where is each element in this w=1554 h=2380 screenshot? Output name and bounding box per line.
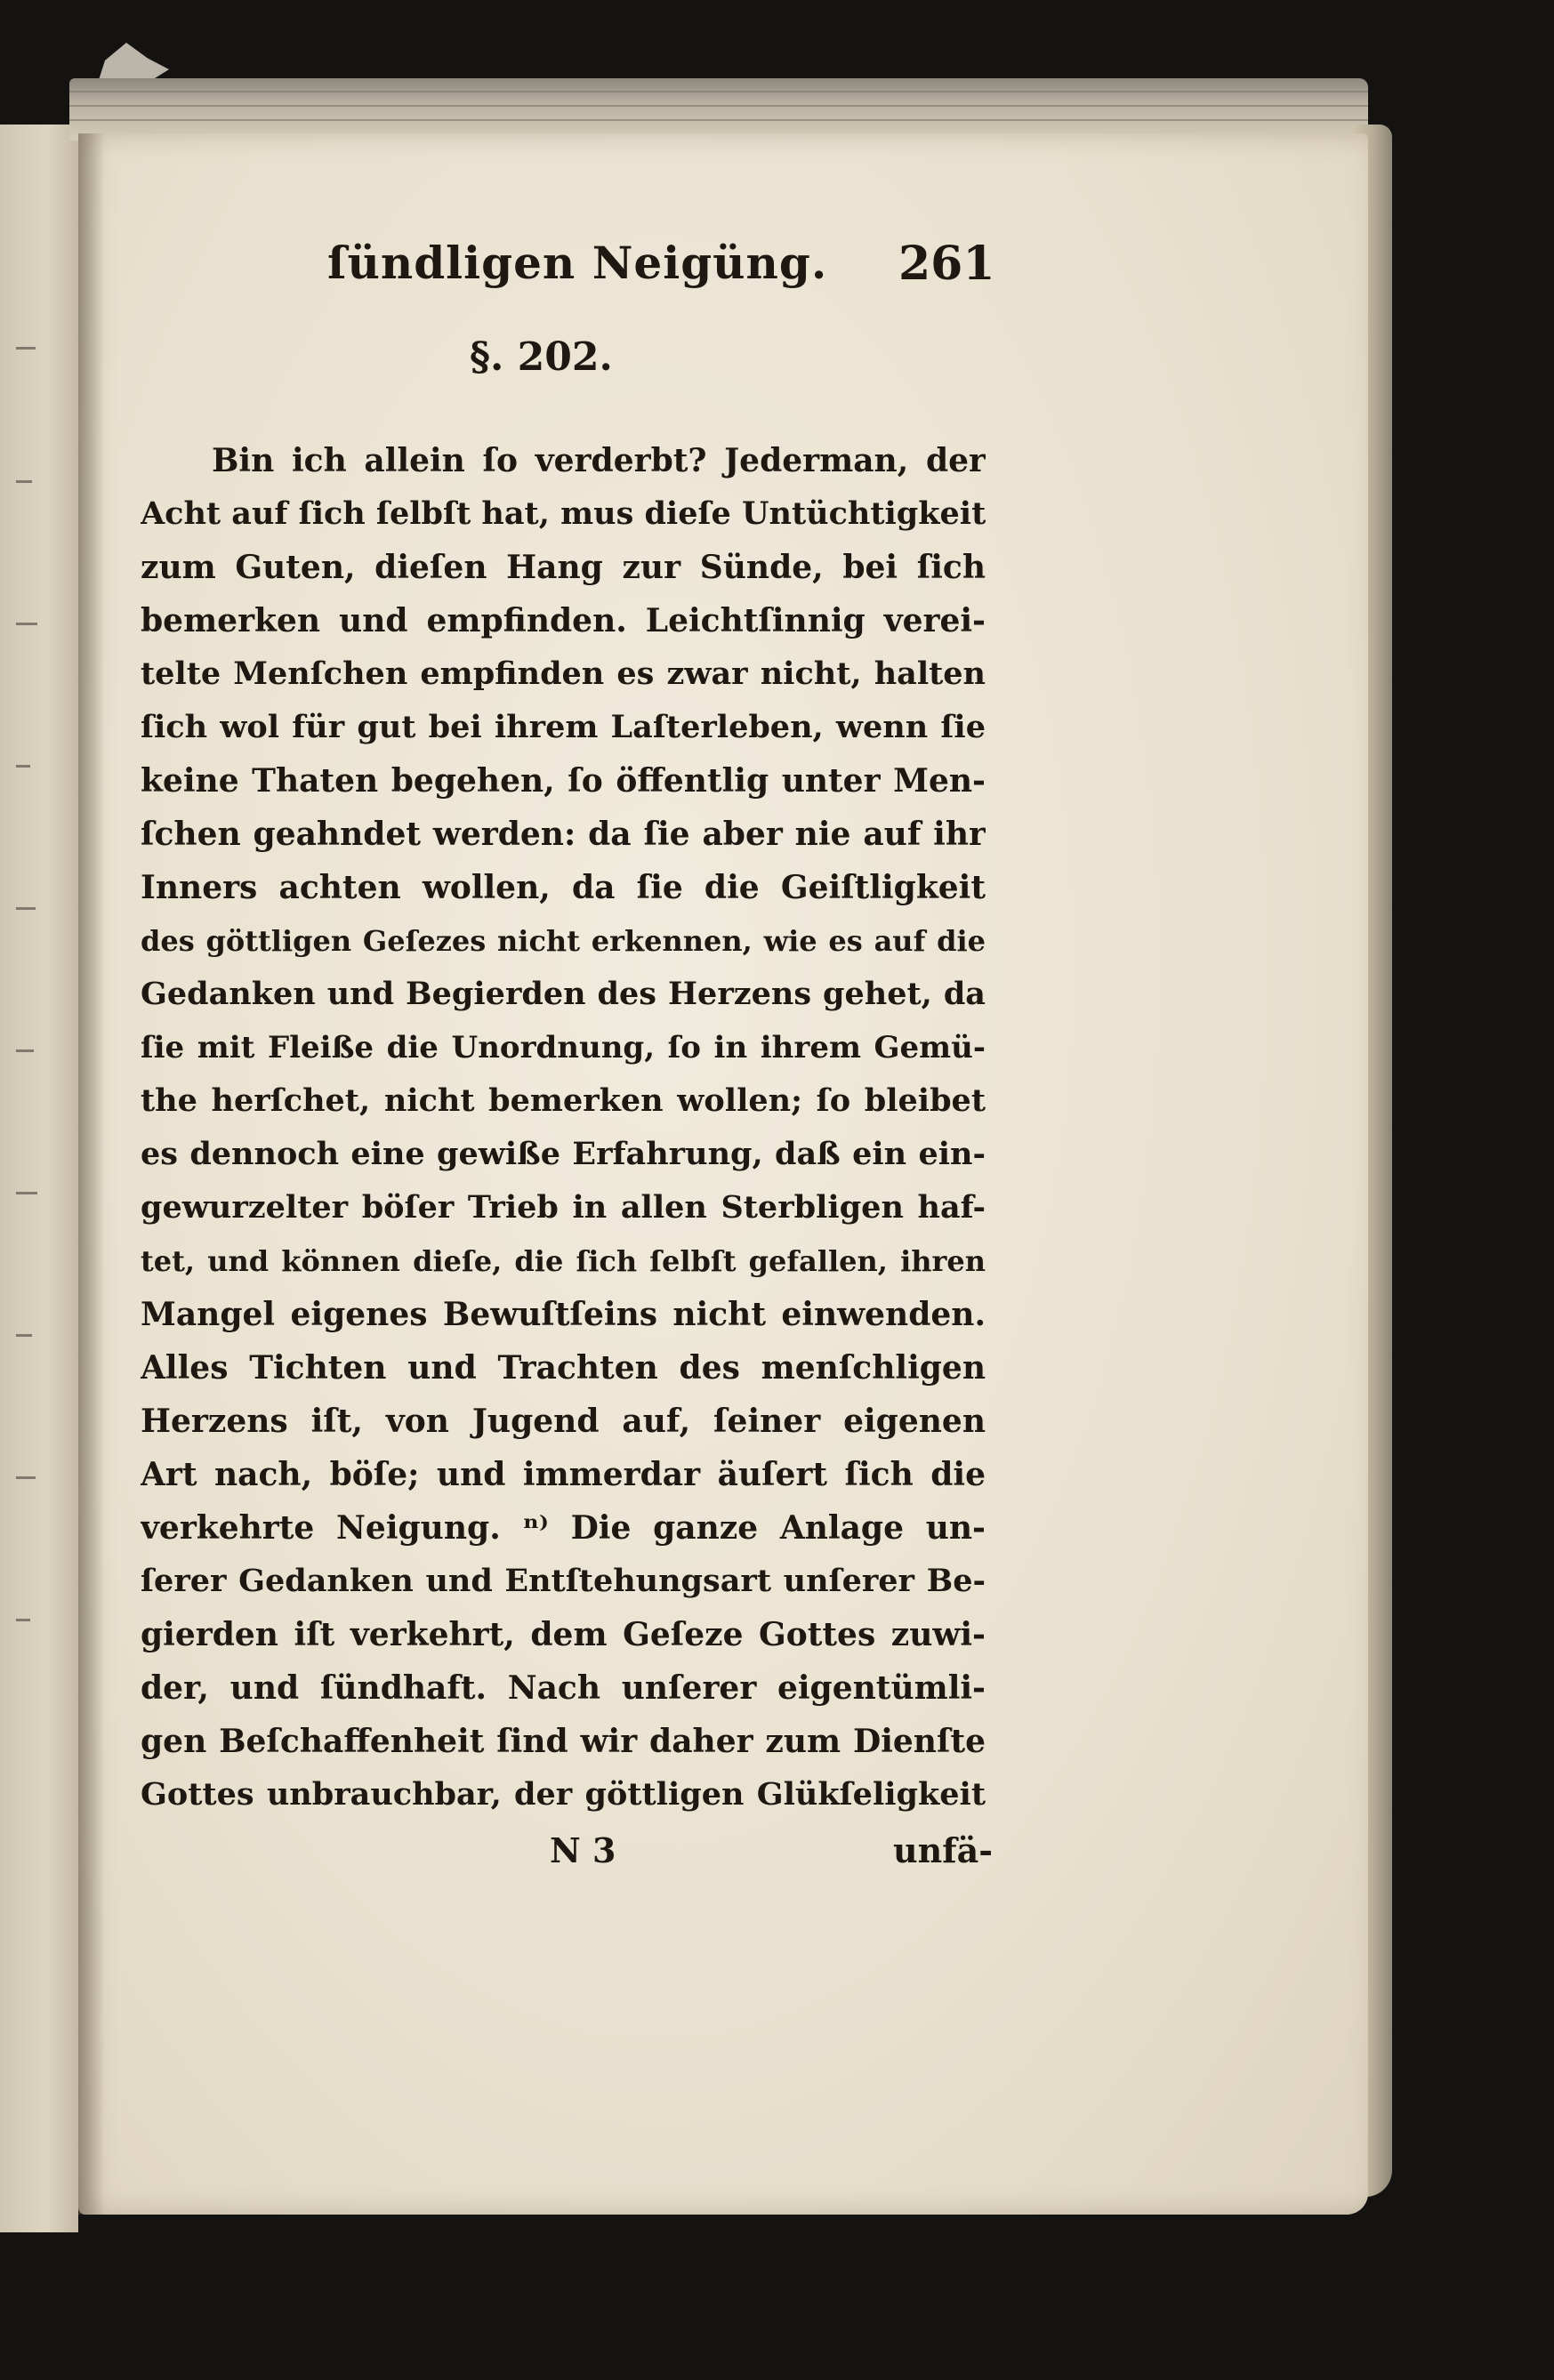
left-page-fragment: [16, 1192, 37, 1194]
text-line: ſchen geahndet werden: da ſie aber nie auf ihr: [141, 816, 986, 853]
left-page-fragment: [16, 347, 36, 350]
text-line: gen Beſchaffenheit ſind wir daher zum Dienſte: [141, 1723, 986, 1760]
left-page-fragment: [16, 907, 36, 910]
text-line: ſerer Gedanken und Entſtehungsart unſerer Be-: [141, 1563, 986, 1599]
text-line: Art nach, böſe; und immerdar äuſert ſich die: [141, 1456, 986, 1493]
left-page-fragment: [16, 1334, 32, 1337]
text-line: ſie mit Fleiße die Unordnung, ſo in ihrem Gemü-: [141, 1030, 986, 1065]
text-line: Acht auf ſich ſelbſt hat, mus dieſe Untüchtigkeit: [141, 495, 986, 532]
text-line: keine Thaten begehen, ſo öffentlig unter Men-: [141, 762, 986, 800]
text-line: ſich wol für gut bei ihrem Laſterleben, wenn ſie: [141, 709, 986, 745]
text-line: gierden iſt verkehrt, dem Geſeze Gottes zuwi-: [141, 1616, 986, 1653]
running-head: ſündligen Neigüng.: [327, 237, 828, 289]
text-line: tet, und können dieſe, die ſich ſelbſt gefallen, ihren: [141, 1244, 986, 1278]
left-page-fragment: [16, 480, 32, 483]
page-fiber: [69, 119, 1368, 121]
text-line: Herzens iſt, von Jugend auf, ſeiner eigenen: [141, 1403, 986, 1440]
page-text-block: [141, 229, 995, 1870]
gutter-shadow: [78, 133, 105, 2215]
page-header: [141, 229, 995, 310]
left-page-fragment: [16, 1619, 30, 1621]
left-page-fragment: [16, 1049, 34, 1052]
text-line: Gottes unbrauchbar, der göttligen Glükſeligkeit: [141, 1776, 986, 1813]
page-fiber: [69, 105, 1368, 107]
page-number: 261: [898, 237, 995, 291]
text-line: Gedanken und Begierden des Herzens gehet, da: [141, 976, 986, 1012]
text-line: the herſchet, nicht bemerken wollen; ſo bleibet: [141, 1082, 986, 1119]
left-page-edge: [0, 125, 78, 2232]
text-line: es dennoch eine gewiße Erfahrung, daß ein ein-: [141, 1136, 986, 1172]
text-line: des göttligen Geſezes nicht erkennen, wie es auf die: [141, 924, 986, 958]
left-page-fragment: [16, 1476, 36, 1479]
signature-mark: N 3: [550, 1830, 616, 1870]
page-fiber: [69, 91, 1368, 92]
catchword: unfä-: [893, 1830, 993, 1870]
text-line: verkehrte Neigung. ⁿ⁾ Die ganze Anlage un-: [141, 1509, 986, 1547]
page-stack-top-edge: [69, 78, 1368, 141]
text-line: Mangel eigenes Bewuſtſeins nicht einwenden.: [141, 1296, 986, 1333]
left-page-fragment: [16, 623, 37, 625]
text-line: Inners achten wollen, da ſie die Geiſtligkeit: [141, 869, 986, 906]
text-line: gewurzelter böſer Trieb in allen Sterbligen haf-: [141, 1189, 986, 1226]
body-text: [141, 434, 986, 1821]
text-line: Bin ich allein ſo verderbt? Jederman, der: [212, 442, 986, 479]
text-line: telte Menſchen empfinden es zwar nicht, halten: [141, 655, 986, 692]
text-line: Alles Tichten und Trachten des menſchligen: [141, 1349, 986, 1387]
text-line: der, und ſündhaft. Nach unſerer eigentümli-: [141, 1669, 986, 1707]
text-line: zum Guten, dieſen Hang zur Sünde, bei ſich: [141, 549, 986, 586]
text-line: bemerken und empfinden. Leichtſinnig verei-: [141, 602, 986, 639]
left-page-fragment: [16, 765, 30, 768]
section-heading: §. 202.: [470, 334, 613, 380]
